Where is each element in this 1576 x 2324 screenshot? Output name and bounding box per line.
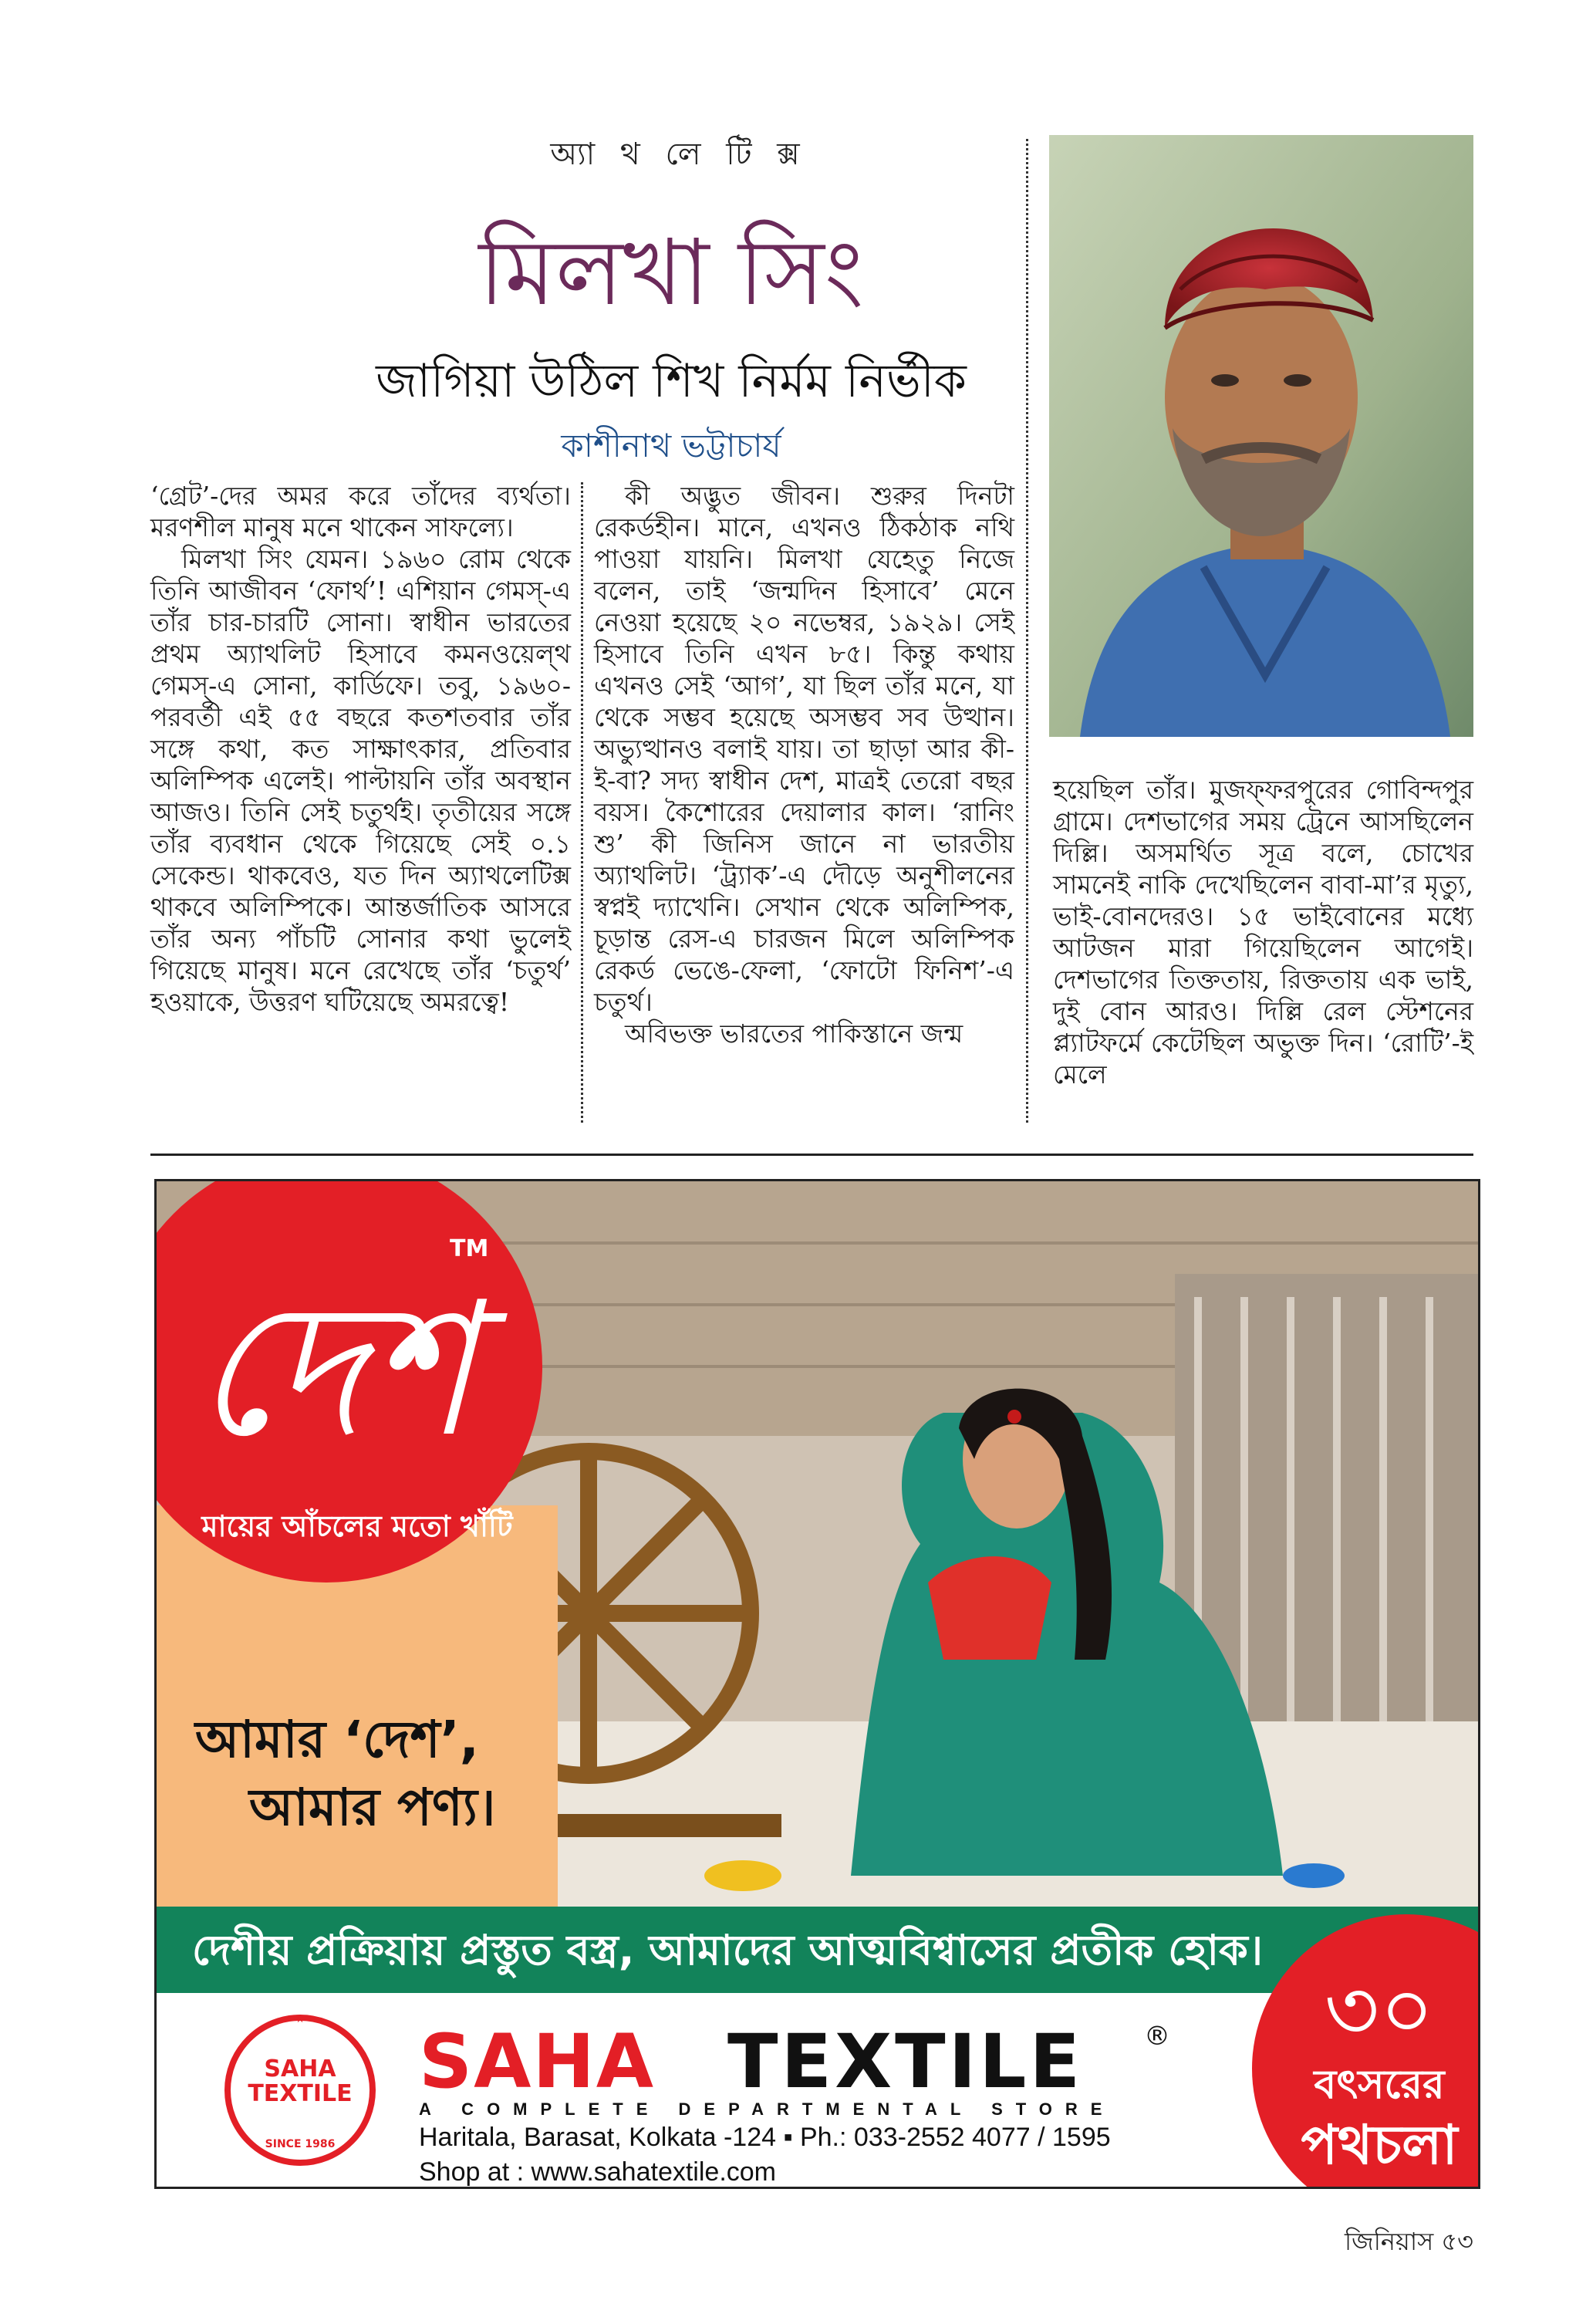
article-subtitle: জাগিয়া উঠিল শিখ নির্মম নির্ভীক xyxy=(376,354,967,408)
anniversary-line-2: বৎসরের xyxy=(1314,2062,1445,2108)
paragraph: অবিভক্ত ভারতের পাকিস্তানে জন্ম xyxy=(625,1018,963,1049)
article-column-3 xyxy=(1053,774,1473,1121)
advertisement xyxy=(154,1179,1480,2189)
anniversary-line-3: পথচলা xyxy=(1301,2113,1458,2177)
stamp-line-1: SAHA xyxy=(264,2055,336,2082)
slogan-line-2: আমার পণ্য। xyxy=(249,1778,496,1837)
article-column-1 xyxy=(150,480,571,1120)
portrait-photo xyxy=(1049,135,1473,737)
brand-tagline: মায়ের আঁচলের মতো খাঁটি xyxy=(201,1509,513,1543)
stamp-since: SINCE 1986 xyxy=(265,2138,336,2150)
column-divider xyxy=(581,482,583,1123)
column-divider xyxy=(1026,139,1028,1123)
paragraph: কী অদ্ভুত জীবন। শুরুর দিনটা রেকর্ডহীন। মানে, এখনও ঠিকঠাক নথি পাওয়া যায়নি। মিলখা যেহেতু নিজে বলেন, তাই ‘জন্মদিন হিসাবে’ মেনে নেওয়া হয়েছে ২০ নভেম্বর, ১৯২৯। সেই হিসাবে তিনি এখন ৮৫। কিন্তু কথায় এখনও সেই ‘আগ’, যা ছিল তাঁর মনে, যা থেকে সম্ভব হয়েছে অসম্ভব সব উত্থান। অভ্যুত্থানও বলাই যায়। তা ছাড়া আর কী-ই-বা? সদ্য স্বাধীন দেশ, মাত্রই তেরো বছর বয়স। কৈশোরের দেয়ালার কাল। ‘রানিং শু’ কী জিনিস জানে না ভারতীয় অ্যাথলিট। ‘ট্র্যাক’-এ দৌড়ে অনুশীলনের স্বপ্নই দ্যাখেনি। সেখান থেকে অলিম্পিক, চূড়ান্ত রেস-এ চারজন মিলে অলিম্পিক রেকর্ড ভেঙে-ফেলা, ‘ফোটো ফিনিশ’-এ চতুর্থ। xyxy=(594,481,1014,1017)
paragraph: হয়েছিল তাঁর। মুজফ্ফরপুরের গোবিন্দপুর গ্রামে। দেশভাগের সময় ট্রেনে আসছিলেন দিল্লি। অসমর্থিত সূত্র বলে, চোখের সামনেই নাকি দেখেছিলেন বাবা-মা’র মৃত্যু, ভাই-বোনদেরও। ১৫ ভাইবোনের মধ্যে আটজন মারা গিয়েছিলেন আগেই। দেশভাগের তিক্ততায়, রিক্ততায় এক ভাই, দুই বোন আরও। দিল্লি রেল স্টেশনের প্ল্যাটফর্মে কেটেছিল অভুক্ত দিন। ‘রোটি’-ই মেলে xyxy=(1053,775,1473,1089)
page-footer: জিনিয়াস ৫৩ xyxy=(1344,2227,1473,2256)
article-title: মিলখা সিং xyxy=(478,219,864,326)
brand-name-textile: TEXTILE xyxy=(727,2018,1084,2105)
slogan-line-1: আমার ‘দেশ’, xyxy=(195,1710,479,1769)
byline: কাশীনাথ ভট্টাচার্য xyxy=(561,427,781,464)
store-address: Haritala, Barasat, Kolkata -124 ▪ Ph.: 033-2552 4077 / 1595 xyxy=(419,2123,1111,2152)
store-website: Shop at : www.sahatextile.com xyxy=(419,2157,777,2187)
brand-logo-word: দেশ xyxy=(193,1262,475,1478)
paragraph: মিলখা সিং যেমন। ১৯৬০ রোম থেকে তিনি আজীবন ‘ফোর্থ’! এশিয়ান গেমস্-এ তাঁর চার-চারটি সোনা। স্বাধীন ভারতের প্রথম অ্যাথলিট হিসাবে কমনওয়েল্থ গেমস্-এ সোনা, কার্ডিফে। তবু, ১৯৬০-পরবর্তী এই ৫৫ বছরে কতশতবার তাঁর সঙ্গে কথা, কত সাক্ষাৎকার, প্রতিবার অলিম্পিক এলেই। পাল্টায়নি তাঁর অবস্থান আজও। তিনি সেই চতুর্থই। তৃতীয়ের সঙ্গে তাঁর ব্যবধান থেকে গিয়েছে সেই ০.১ সেকেন্ড। থাকবেও, যত দিন অ্যাথলেটিক্স থাকবে অলিম্পিকে। আন্তর্জাতিক আসরে তাঁর অন্য পাঁচটি সোনার কথা ভুলেই গিয়েছে মানুষ। মনে রেখেছে তাঁর ‘চতুর্থ’ হওয়াকে, উত্তরণ ঘটিয়েছে অমরত্বে! xyxy=(150,544,571,1017)
stamp-line-2: TEXTILE xyxy=(248,2080,353,2107)
trademark-mark: TM xyxy=(450,1235,489,1262)
brand-name-saha: SAHA xyxy=(419,2018,656,2105)
brand-subtitle: A COMPLETE DEPARTMENTAL STORE xyxy=(419,2099,1115,2119)
band-text: দেশীয় প্রক্রিয়ায় প্রস্তুত বস্ত্র, আমাদের আত্মবিশ্বাসের প্রতীক হোক। xyxy=(191,1926,1264,1974)
article-column-2 xyxy=(594,480,1014,1120)
section-divider xyxy=(150,1154,1473,1156)
section-label: অ্যা থ লে টি ক্স xyxy=(550,137,808,172)
paragraph: ‘গ্রেট’-দের অমর করে তাঁদের ব্যর্থতা। মরণশীল মানুষ মনে থাকেন সাফল্যে। xyxy=(150,481,571,542)
registered-mark: ® xyxy=(1144,2021,1170,2052)
portrait-illustration xyxy=(1049,135,1473,737)
stamp-star: ★ xyxy=(295,2013,305,2025)
anniversary-number: ৩০ xyxy=(1324,1961,1435,2059)
stamp-text xyxy=(224,2057,376,2106)
ad-slogan xyxy=(195,1706,581,1842)
